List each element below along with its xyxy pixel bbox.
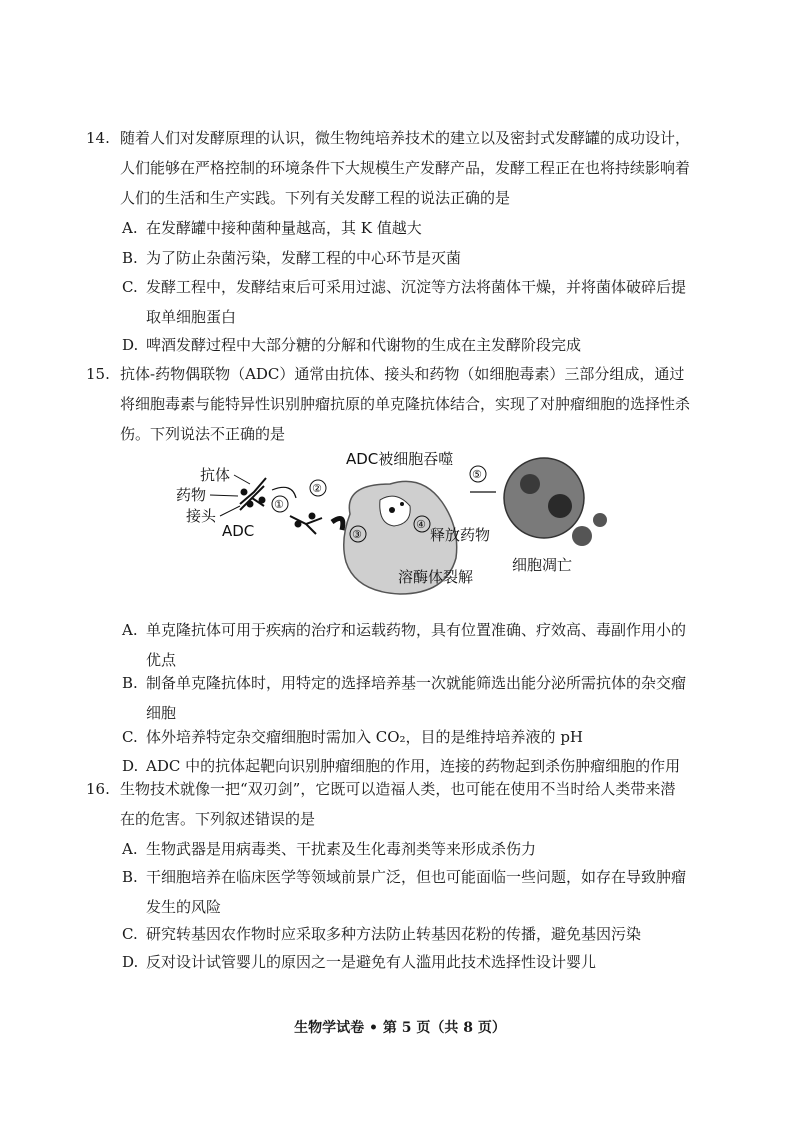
label-adc: ADC (222, 522, 255, 540)
option-letter: C. (122, 728, 138, 746)
option-text: ADC 中的抗体起靶向识别肿瘤细胞的作用，连接的药物起到杀伤肿瘤细胞的作用 (146, 757, 681, 775)
stem-line: 将细胞毒素与能特异性识别肿瘤抗原的单克隆抗体结合，实现了对肿瘤细胞的选择性杀 (120, 395, 691, 413)
option-b (122, 862, 702, 922)
step-4: ④ (416, 518, 426, 531)
option-letter: D. (122, 757, 139, 775)
label-lysosome: 溶酶体裂解 (398, 568, 474, 586)
page-footer: 生物学试卷 • 第 5 页（共 8 页） (294, 1020, 506, 1036)
option-text: 干细胞培养在临床医学等领域前景广泛，但也可能面临一些问题，如存在导致肿瘤 (146, 868, 687, 886)
option-b (122, 668, 702, 728)
option-letter: C. (122, 278, 138, 296)
stem-line: 在的危害。下列叙述错误的是 (120, 810, 316, 828)
stem-line: 生物技术就像一把“双刃剑”，它既可以造福人类，也可能在使用不当时给人类带来潜 (120, 780, 676, 798)
option-letter: A. (122, 621, 138, 639)
option-letter: B. (122, 868, 138, 886)
question-14 (86, 123, 708, 213)
question-16 (86, 774, 708, 834)
step-3: ③ (352, 528, 362, 541)
question-15 (86, 359, 708, 449)
apoptotic-body (548, 494, 572, 518)
drug-dot (389, 507, 395, 513)
step-5: ⑤ (472, 468, 482, 481)
option-a (122, 615, 702, 675)
option-letter: B. (122, 674, 138, 692)
option-text: 反对设计试管婴儿的原因之一是避免有人滥用此技术选择性设计婴儿 (146, 953, 597, 971)
option-text: 制备单克隆抗体时，用特定的选择培养基一次就能筛选出能分泌所需抗体的杂交瘤 (146, 674, 687, 692)
label-engulfed: ADC被细胞吞噬 (346, 450, 454, 468)
option-d (122, 330, 702, 360)
option-c (122, 919, 702, 949)
option-letter: D. (122, 336, 139, 354)
label-release: 释放药物 (430, 526, 491, 544)
adc-shape (290, 514, 322, 535)
option-text-cont: 细胞 (146, 704, 177, 722)
option-a (122, 213, 702, 243)
leader-line (220, 506, 240, 516)
stem-line: 伤。下列说法不正确的是 (120, 425, 286, 443)
leader-line (234, 475, 250, 484)
option-text: 单克隆抗体可用于疾病的治疗和运载药物，具有位置准确、疗效高、毒副作用小的 (146, 621, 687, 639)
dying-cell-shape (504, 458, 584, 538)
adc-diagram (160, 444, 640, 604)
option-b (122, 243, 702, 273)
stem-line: 随着人们对发酵原理的认识，微生物纯培养技术的建立以及密封式发酵罐的成功设计， (120, 129, 691, 147)
label-antibody: 抗体 (200, 466, 231, 484)
option-text: 啤酒发酵过程中大部分糖的分解和代谢物的生成在主发酵阶段完成 (146, 336, 582, 354)
label-linker: 接头 (186, 507, 217, 525)
option-text: 研究转基因农作物时应采取多种方法防止转基因花粉的传播，避免基因污染 (146, 925, 642, 943)
step-2: ② (312, 482, 322, 495)
option-text: 体外培养特定杂交瘤细胞时需加入 CO₂，目的是维持培养液的 pH (146, 728, 584, 746)
apoptotic-body (520, 474, 540, 494)
option-text-cont: 优点 (146, 651, 177, 669)
option-letter: C. (122, 925, 138, 943)
option-letter: B. (122, 249, 138, 267)
option-c (122, 272, 702, 332)
antibody-shape (240, 478, 266, 510)
apoptotic-body (572, 526, 592, 546)
option-text: 为了防止杂菌污染，发酵工程的中心环节是灭菌 (146, 249, 462, 267)
option-c (122, 722, 702, 752)
stem-line: 人们能够在严格控制的环境条件下大规模生产发酵产品，发酵工程正在也将持续影响着 (120, 159, 691, 177)
label-drug: 药物 (176, 486, 207, 504)
receptor-icon (332, 518, 343, 530)
option-letter: A. (122, 219, 138, 237)
option-text: 发酵工程中，发酵结束后可采用过滤、沉淀等方法将菌体干燥，并将菌体破碎后提 (146, 278, 687, 296)
option-text-cont: 取单细胞蛋白 (146, 308, 237, 326)
question-number: 14. (86, 129, 110, 147)
apoptotic-body (593, 513, 607, 527)
question-number: 15. (86, 365, 110, 383)
drug-dot (400, 502, 404, 506)
leader-line (210, 495, 238, 496)
option-text-cont: 发生的风险 (146, 898, 222, 916)
arrow (272, 487, 296, 498)
option-letter: A. (122, 840, 138, 858)
option-a (122, 834, 702, 864)
question-number: 16. (86, 780, 110, 798)
option-text: 生物武器是用病毒类、干扰素及生化毒剂类等来形成杀伤力 (146, 840, 537, 858)
option-d (122, 947, 702, 977)
option-letter: D. (122, 953, 139, 971)
stem-line: 抗体-药物偶联物（ADC）通常由抗体、接头和药物（如细胞毒素）三部分组成，通过 (120, 365, 685, 383)
stem-line: 人们的生活和生产实践。下列有关发酵工程的说法正确的是 (120, 189, 511, 207)
step-1: ① (274, 498, 284, 511)
option-text: 在发酵罐中接种菌种量越高，其 K 值越大 (146, 219, 422, 237)
label-death: 细胞凋亡 (512, 556, 573, 574)
